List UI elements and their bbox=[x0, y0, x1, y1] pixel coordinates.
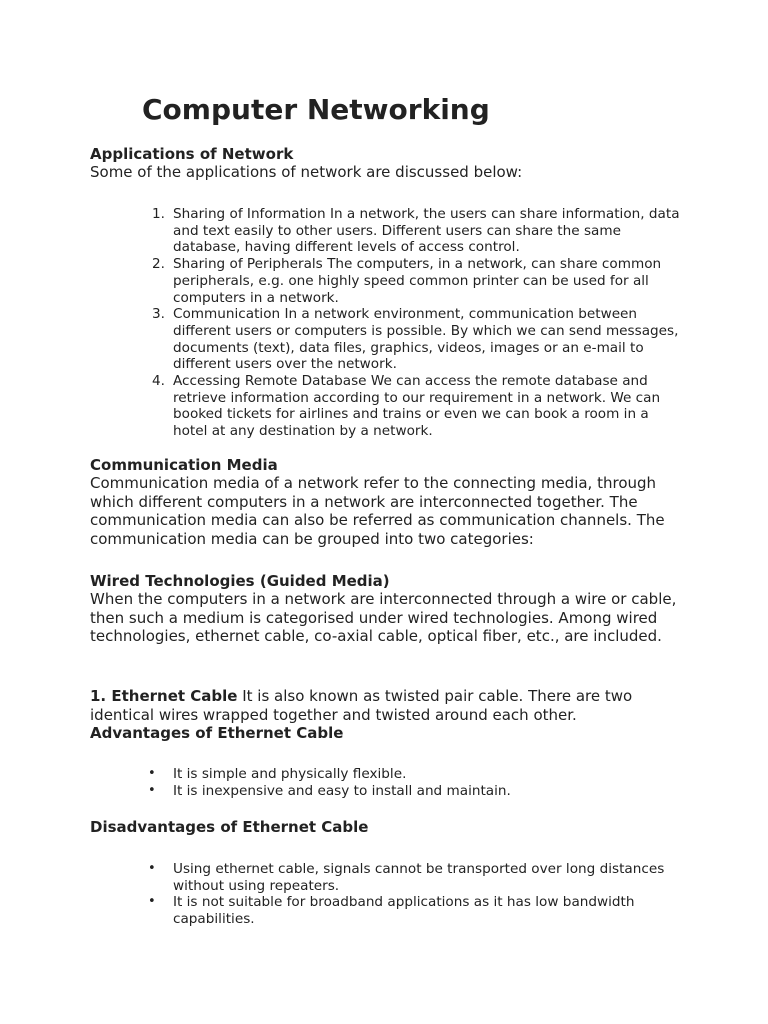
ethernet-paragraph bbox=[90, 687, 680, 724]
media-heading: Communication Media bbox=[90, 456, 278, 474]
list-item bbox=[152, 373, 683, 440]
list-item bbox=[148, 894, 683, 928]
list-item bbox=[148, 766, 683, 783]
list-number: 2. bbox=[152, 256, 165, 273]
applications-list bbox=[152, 206, 683, 440]
media-section bbox=[90, 456, 680, 548]
advantages-list bbox=[148, 766, 683, 799]
bullet-icon: • bbox=[148, 894, 156, 910]
list-item bbox=[148, 861, 683, 894]
bullet-icon: • bbox=[148, 766, 156, 781]
list-item bbox=[152, 206, 683, 256]
applications-section bbox=[90, 145, 680, 182]
wired-heading: Wired Technologies (Guided Media) bbox=[90, 572, 390, 590]
list-item-text: Accessing Remote Database We can access the remote database and retrieve information according to our requirement in a network. We can booked tickets for airlines and trains or even we can book a room in a hotel at any destination by a network. bbox=[173, 373, 661, 440]
list-number: 3. bbox=[152, 306, 165, 323]
bullet-icon: • bbox=[148, 861, 156, 876]
applications-intro: Some of the applications of network are discussed below: bbox=[90, 163, 523, 181]
wired-section bbox=[90, 572, 680, 646]
list-item-text: It is inexpensive and easy to install and maintain. bbox=[173, 782, 511, 799]
ethernet-section bbox=[90, 687, 680, 742]
list-item-text: Sharing of Information In a network, the users can share information, data and text easily to other users. Different users can share the same database, having different levels of access control. bbox=[173, 206, 680, 256]
disadvantages-section bbox=[90, 818, 680, 836]
list-number: 4. bbox=[152, 373, 165, 390]
ethernet-text: It is also known as twisted pair cable. There are two identical wires wrapped together and twisted around each other. bbox=[90, 687, 633, 724]
list-item-text: Communication In a network environment, communication between different users or computers is possible. By which we can send messages, documents (text), data files, graphics, videos, images or an e-mail to different users over the network. bbox=[173, 306, 679, 373]
media-text: Communication media of a network refer to the connecting media, through which different computers in a network are interconnected together. The communication media can also be referred as communication channels. The communication media can be grouped into two categories: bbox=[90, 474, 665, 548]
wired-text: When the computers in a network are interconnected through a wire or cable, then such a medium is categorised under wired technologies. Among wired technologies, ethernet cable, co-axial cable, optical fiber, etc., are included. bbox=[90, 590, 677, 645]
bullet-icon: • bbox=[148, 782, 156, 798]
list-item bbox=[152, 256, 683, 306]
applications-heading: Applications of Network bbox=[90, 145, 294, 163]
list-item bbox=[152, 306, 683, 373]
list-item-text: Sharing of Peripherals The computers, in a network, can share common peripherals, e.g. one highly speed common printer can be used for all computers in a network. bbox=[173, 256, 662, 306]
list-number: 1. bbox=[152, 206, 165, 222]
ethernet-lead: 1. Ethernet Cable bbox=[90, 687, 238, 705]
disadvantages-heading: Disadvantages of Ethernet Cable bbox=[90, 818, 369, 836]
list-item-text: It is simple and physically flexible. bbox=[173, 766, 407, 782]
list-item-text: Using ethernet cable, signals cannot be transported over long distances without using repeaters. bbox=[173, 861, 665, 894]
disadvantages-list bbox=[148, 861, 683, 928]
page-title: Computer Networking bbox=[142, 93, 490, 126]
list-item-text: It is not suitable for broadband applications as it has low bandwidth capabilities. bbox=[173, 894, 635, 928]
list-item bbox=[148, 782, 683, 800]
advantages-heading: Advantages of Ethernet Cable bbox=[90, 724, 344, 742]
